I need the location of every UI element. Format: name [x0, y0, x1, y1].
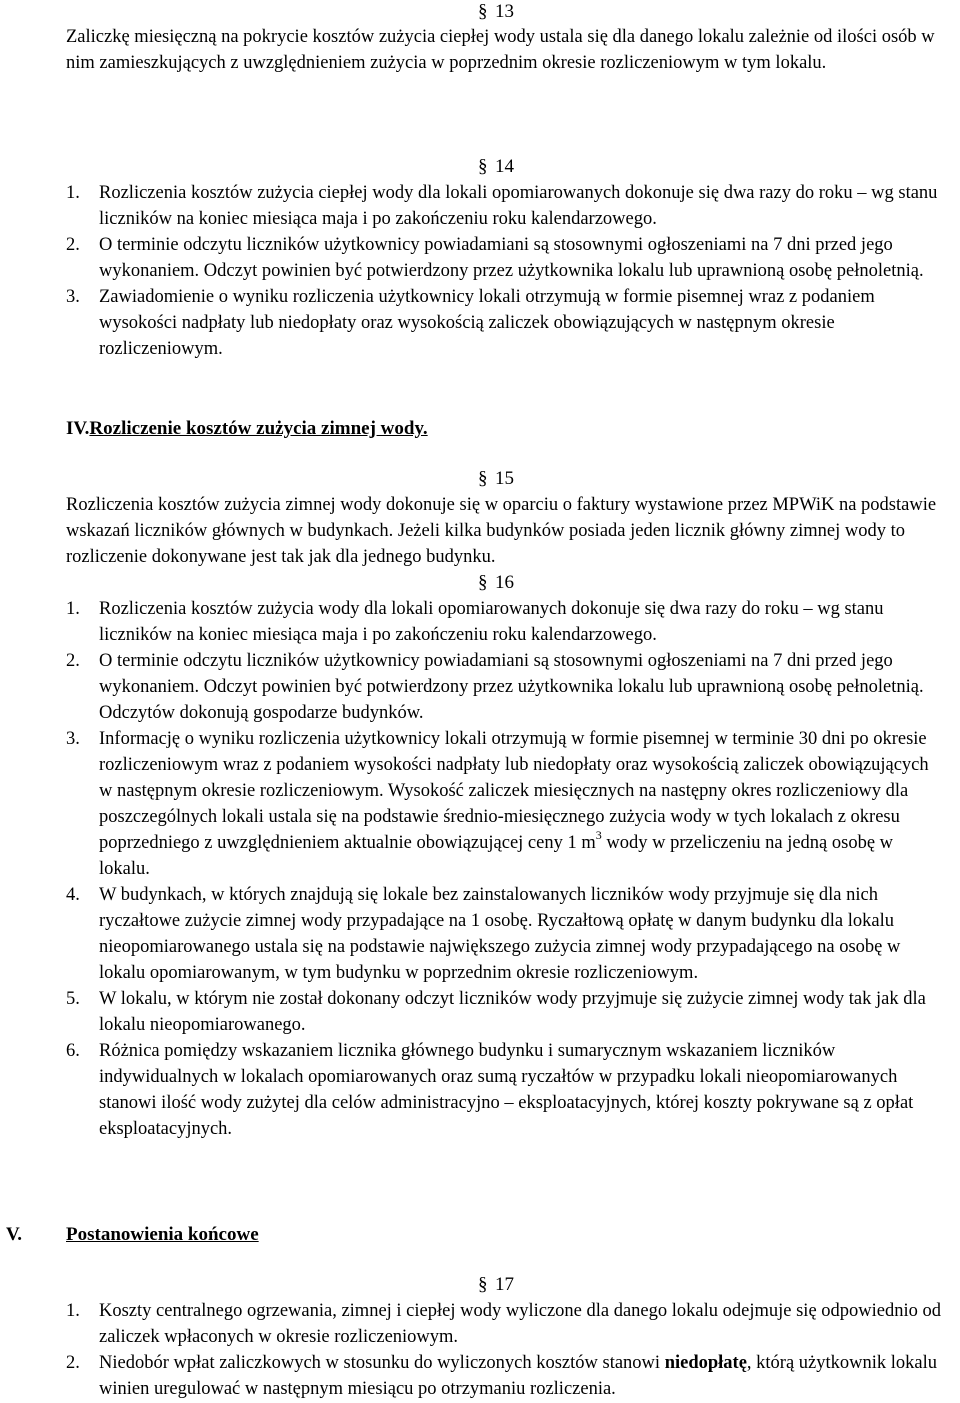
list-item: 2. O terminie odczytu liczników użytkownicy powiadamiani są stosownymi ogłoszeniami na 7 dni przed jego wykonaniem. Odczyt powinien być potwierdzony przez użytkownika lokalu lub uprawnioną osobę pełnoletnią. Odczytów dokonują gospodarze budynków.	[66, 651, 924, 723]
list-item: 3. Zawiadomienie o wyniku rozliczenia użytkownicy lokali otrzymują w formie pisemnej wraz z podaniem wysokości nadpłaty lub niedopłaty oraz wysokością zaliczek obowiązujących w następnym okresie rozliczeniowym.	[66, 287, 875, 359]
list-item: 1. Rozliczenia kosztów zużycia wody dla lokali opomiarowanych dokonuje się dwa razy do roku – wg stanu liczników na koniec miesiąca maja i po zakończeniu roku kalendarzowego.	[66, 599, 884, 645]
section-16-marker: § 16	[478, 572, 514, 593]
section-14-marker: § 14	[478, 156, 514, 177]
section-13-marker: § 13	[478, 1, 514, 22]
list-item: 1. Koszty centralnego ogrzewania, zimnej i ciepłej wody wyliczone dla danego lokalu odejmuje się odpowiednio od zaliczek wpłaconych w okresie rozliczeniowym.	[66, 1301, 942, 1347]
list-item: 2. O terminie odczytu liczników użytkownicy powiadamiani są stosownymi ogłoszeniami na 7 dni przed jego wykonaniem. Odczyt powinien być potwierdzony przez użytkownika lokalu lub uprawnioną osobę pełnoletnią.	[66, 235, 924, 281]
section-13-paragraph: Zaliczkę miesięczną na pokrycie kosztów zużycia ciepłej wody ustala się dla danego lokalu zależnie od ilości osób w nim zamieszkujących z uwzględnieniem zużycia w poprzednim okresie rozliczeniowym w tym lokalu.	[66, 27, 935, 73]
chapter-iv-heading: IV.Rozliczenie kosztów zużycia zimnej wody.	[66, 418, 428, 439]
list-item: 4. W budynkach, w których znajdują się lokale bez zainstalowanych liczników wody przyjmuje się dla nich ryczałtowe zużycie zimnej wody przypadające na 1 osobę. Ryczałtową opłatę w danym budynku dla lokalu nieopomiarowanego ustala się na podstawie największego zużycia zimnej wody przypadającego na osobę w lokalu opomiarowanym, w tym budynku w poprzednim okresie rozliczeniowym.	[66, 885, 901, 983]
list-item: 1. Rozliczenia kosztów zużycia ciepłej wody dla lokali opomiarowanych dokonuje się dwa razy do roku – wg stanu liczników na koniec miesiąca maja i po zakończeniu roku kalendarzowego.	[66, 183, 938, 229]
list-item: 6. Różnica pomiędzy wskazaniem licznika głównego budynku i sumarycznym wskazaniem liczników indywidualnych w lokalach opomiarowanych oraz sumą ryczałtów w przypadku lokali nieopomiarowanych stanowi ilość wody zużytej dla celów administracyjno – eksploatacyjnych, której koszty pokrywane są z opłat eksploatacyjnych.	[66, 1041, 914, 1139]
section-16-list	[66, 596, 946, 1142]
list-item: 3. Informację o wyniku rozliczenia użytkownicy lokali otrzymują w formie pisemnej w terminie 30 dni po okresie rozliczeniowym wraz z podaniem wysokości nadpłaty lub niedopłaty oraz wysokością zaliczek obowiązujących w następnym okresie rozliczeniowym. Wysokość zaliczek miesięcznych na następny okres rozliczeniowy dla poszczególnych lokali ustala się na podstawie średnio-miesięcznego zużycia wody w tych lokalach z okresu poprzedniego z uwzględnieniem aktualnie obowiązującej ceny 1 $m^3$ wody w przeliczeniu na jedną osobę w lokalu.	[66, 729, 929, 879]
section-15-paragraph: Rozliczenia kosztów zużycia zimnej wody dokonuje się w oparciu o faktury wystawione przez MPWiK na podstawie wskazań liczników głównych w budynkach. Jeżeli kilka budynków posiada jeden licznik główny zimnej wody to rozliczenie dokonywane jest tak jak dla jednego budynku.	[66, 495, 937, 567]
list-item: 2. Niedobór wpłat zaliczkowych w stosunku do wyliczonych kosztów stanowi niedopłatę, którą użytkownik lokalu winien uregulować w następnym miesiącu po otrzymaniu rozliczenia.	[66, 1353, 938, 1399]
chapter-v-heading: V. Postanowienia końcowe	[6, 1224, 259, 1245]
section-17-marker: § 17	[478, 1274, 514, 1295]
section-14-list	[66, 180, 946, 362]
section-17-list	[66, 1298, 946, 1402]
list-item: 5. W lokalu, w którym nie został dokonany odczyt liczników wody przyjmuje się zużycie zimnej wody tak jak dla lokalu nieopomiarowanego.	[66, 989, 926, 1035]
section-15-marker: § 15	[478, 468, 514, 489]
